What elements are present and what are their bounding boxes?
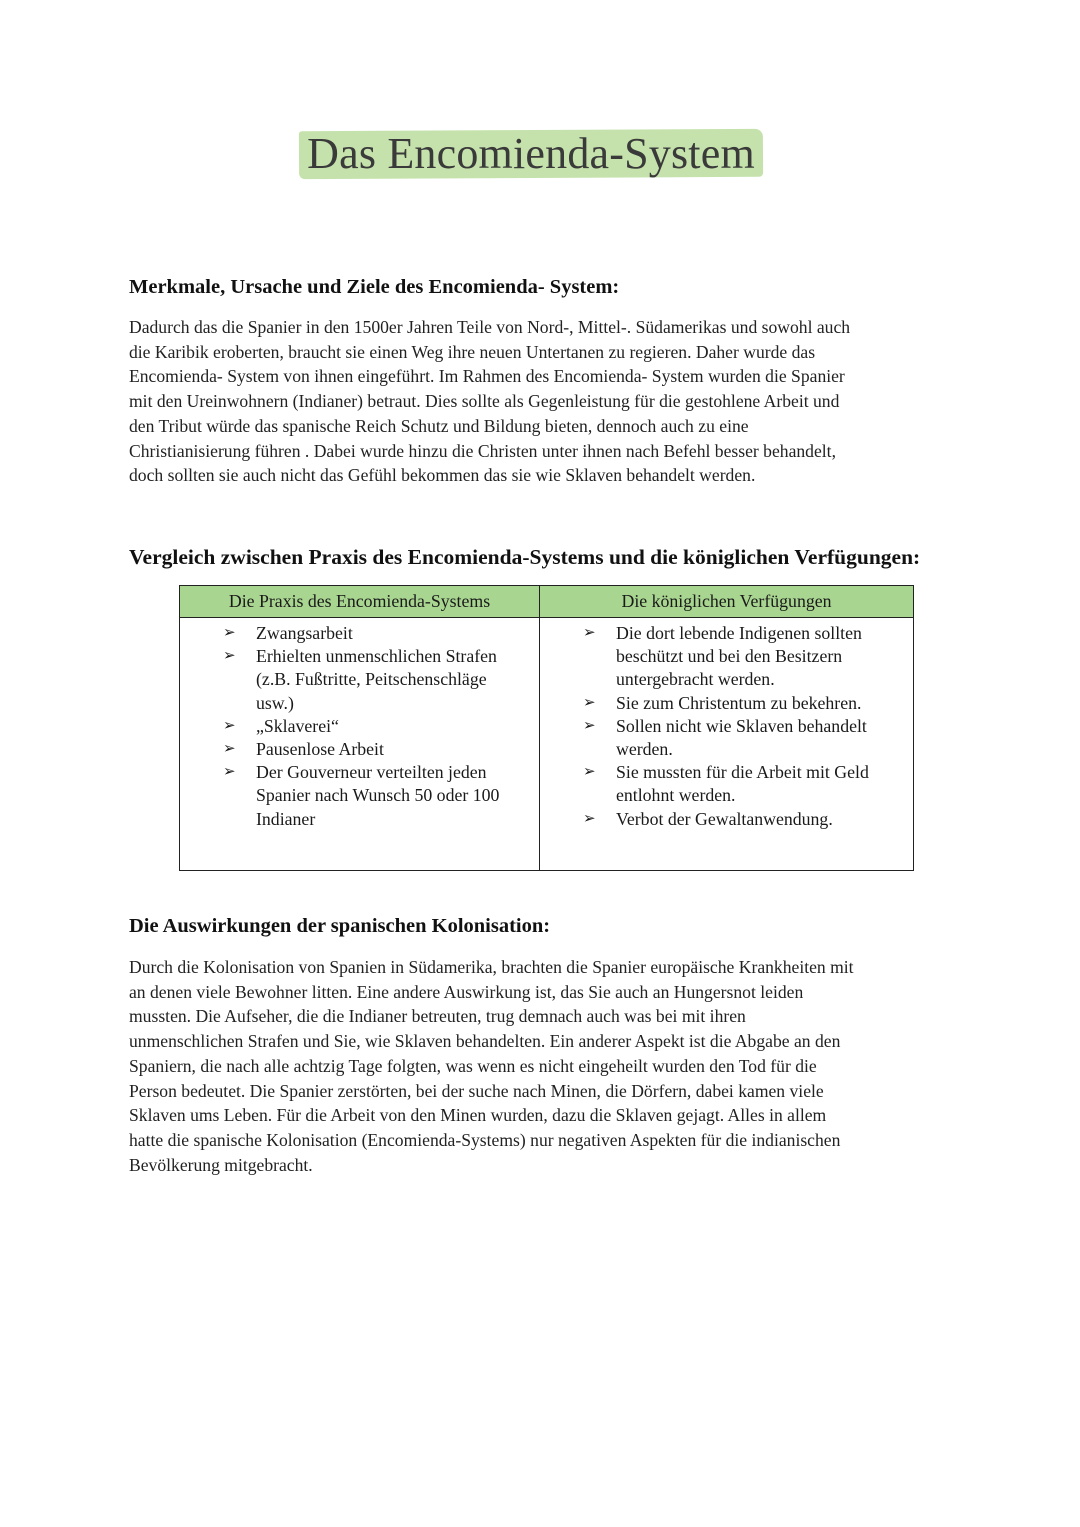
paragraph-line: Dadurch das die Spanier in den 1500er Jahren Teile von Nord-, Mittel-. Südamerikas und sowohl auch xyxy=(129,317,851,337)
table-cell-praxis xyxy=(180,618,540,871)
arrow-bullet-icon: ➢ xyxy=(583,764,596,781)
section3-paragraph xyxy=(129,955,969,1177)
bullet-line: Pausenlose Arbeit xyxy=(256,739,384,760)
bullet-line: Zwangsarbeit xyxy=(256,623,353,643)
paragraph-line: an denen viele Bewohner litten. Eine andere Auswirkung ist, das Sie auch an Hungersnot leiden xyxy=(129,981,804,1002)
section1-paragraph xyxy=(129,315,959,488)
bullet-line: Sie mussten für die Arbeit mit Geld xyxy=(616,762,869,783)
paragraph-line: mit den Ureinwohnern (Indianer) betraut. Dies sollte als Gegenleistung für die gestohlene Arbeit und xyxy=(129,391,840,412)
bullet-line: untergebracht werden. xyxy=(616,669,775,690)
bullet-line: usw.) xyxy=(256,692,294,713)
bullet-line: Sollen nicht wie Sklaven behandelt xyxy=(616,715,867,736)
bullet-line: Verbot der Gewaltanwendung. xyxy=(616,808,833,829)
arrow-bullet-icon: ➢ xyxy=(223,625,236,641)
paragraph-line: Encomienda- System von ihnen eingeführt. Im Rahmen des Encomienda- System wurden die Spanier xyxy=(129,366,845,387)
paragraph-line: die Karibik eroberten, braucht sie einen Weg ihre neuen Untertanen zu regieren. Daher wurde das xyxy=(129,341,816,362)
section2-heading: Vergleich zwischen Praxis des Encomienda-Systems und die königlichen Verfügungen: xyxy=(129,545,921,569)
bullet-line: Der Gouverneur verteilten jeden xyxy=(256,762,487,783)
bullet-line: Indianer xyxy=(256,808,316,829)
paragraph-line: unmenschlichen Strafen und Sie, wie Sklaven behandelten. Ein anderer Aspekt ist die Abgabe an den xyxy=(129,1031,841,1052)
table-cell-verfuegungen xyxy=(540,618,914,871)
arrow-bullet-icon: ➢ xyxy=(583,625,596,641)
bullet-line: Erhielten unmenschlichen Strafen xyxy=(256,646,497,667)
bullet-item xyxy=(583,808,907,831)
bullet-item xyxy=(583,622,907,692)
section3-heading: Die Auswirkungen der spanischen Kolonisation: xyxy=(129,915,551,937)
section1-heading: Merkmale, Ursache und Ziele des Encomienda- System: xyxy=(129,276,620,298)
bullet-item xyxy=(223,761,533,831)
paragraph-line: den Tribut würde das spanische Reich Schutz und Bildung bieten, dennoch auch zu eine xyxy=(129,415,749,436)
arrow-bullet-icon: ➢ xyxy=(583,694,596,711)
bullet-item xyxy=(583,761,907,807)
bullet-item xyxy=(223,622,533,645)
paragraph-line: mussten. Die Aufseher, die die Indianer betreuten, trug demnach auch was bei mit ihren xyxy=(129,1006,746,1027)
paragraph-line: hatte die spanische Kolonisation (Encomienda-Systems) nur negativen Aspekten für die indianischen xyxy=(129,1129,841,1150)
arrow-bullet-icon: ➢ xyxy=(223,741,236,758)
arrow-bullet-icon: ➢ xyxy=(223,764,236,781)
table-header-praxis: Die Praxis des Encomienda-Systems xyxy=(180,586,540,618)
bullet-item xyxy=(583,715,907,761)
praxis-list xyxy=(180,618,539,831)
bullet-item xyxy=(223,738,533,761)
bullet-line: Sie zum Christentum zu bekehren. xyxy=(616,692,862,713)
bullet-line: (z.B. Fußtritte, Peitschenschläge xyxy=(256,669,487,690)
arrow-bullet-icon: ➢ xyxy=(223,648,236,665)
bullet-line: entlohnt werden. xyxy=(616,785,736,806)
verfuegungen-list xyxy=(540,618,913,831)
arrow-bullet-icon: ➢ xyxy=(223,717,236,734)
bullet-item xyxy=(583,692,907,715)
paragraph-line: Durch die Kolonisation von Spanien in Südamerika, brachten die Spanier europäische Krankheiten mit xyxy=(129,957,854,977)
comparison-table xyxy=(179,585,914,871)
bullet-item xyxy=(223,645,533,715)
paragraph-line: Bevölkerung mitgebracht. xyxy=(129,1154,313,1175)
bullet-line: werden. xyxy=(616,739,673,760)
paragraph-line: Person bedeutet. Die Spanier zerstörten, bei der suche nach Minen, die Dörfern, dabei kamen viele xyxy=(129,1080,824,1101)
paragraph-line: Sklaven ums Leben. Für die Arbeit von den Minen wurden, dazu die Sklaven gejagt. Alles in allem xyxy=(129,1105,827,1126)
table-header-verfuegungen: Die königlichen Verfügungen xyxy=(540,586,914,618)
page-title: Das Encomienda-System xyxy=(307,129,755,178)
bullet-item xyxy=(223,715,533,738)
bullet-line: „Sklaverei“ xyxy=(256,715,339,736)
bullet-line: Spanier nach Wunsch 50 oder 100 xyxy=(256,785,500,806)
bullet-line: beschützt und bei den Besitzern xyxy=(616,646,843,667)
paragraph-line: Christianisierung führen . Dabei wurde hinzu die Christen unter ihnen nach Befehl besser behandelt, xyxy=(129,440,836,461)
arrow-bullet-icon: ➢ xyxy=(583,717,596,734)
bullet-line: Die dort lebende Indigenen sollten xyxy=(616,623,862,643)
arrow-bullet-icon: ➢ xyxy=(583,810,596,827)
paragraph-line: Spaniern, die nach alle achtzig Tage folgten, was wenn es nicht eingeheilt wurden den Tod für die xyxy=(129,1055,817,1076)
paragraph-line: doch sollten sie auch nicht das Gefühl bekommen das sie wie Sklaven behandelt werden. xyxy=(129,465,756,486)
